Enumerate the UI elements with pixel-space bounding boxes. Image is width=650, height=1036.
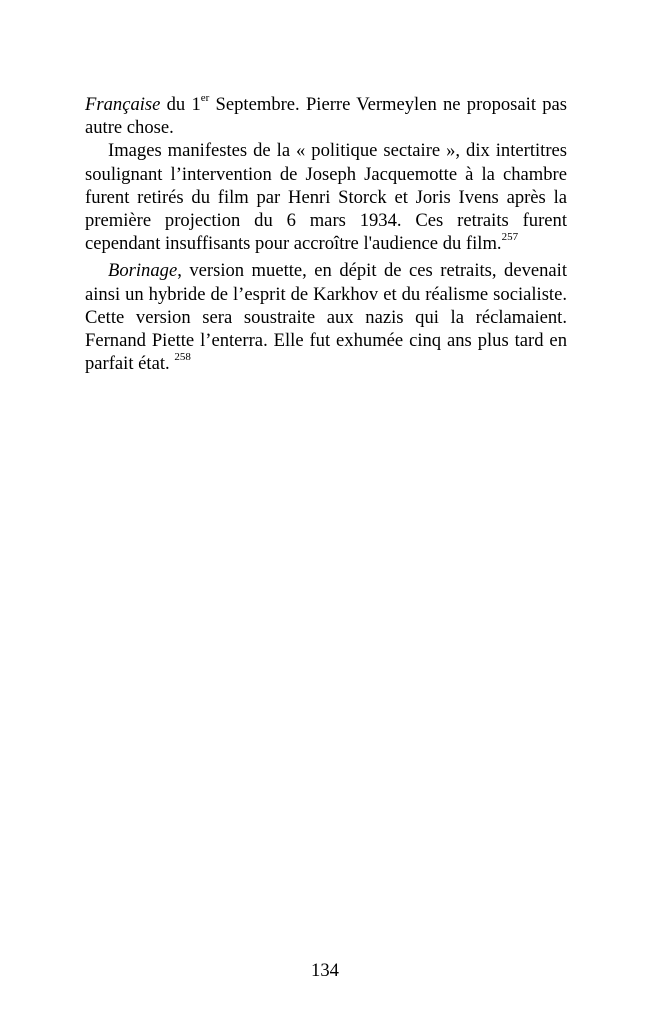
footnote-reference-258: 258 bbox=[174, 351, 191, 364]
paragraph-2 bbox=[85, 139, 567, 255]
paragraph-3 bbox=[85, 259, 567, 375]
text-segment: du 1 bbox=[160, 94, 201, 115]
text-segment: , version muette, en dépit de ces retraits, devenait ainsi un hybride de l’esprit de Karkhov et du réalisme socialiste. Cette version sera soustraite aux nazis qui la réclamaient. Fernand Piette l’enterra. Elle fut exhumée cinq ans plus tard en parfait état. bbox=[85, 260, 567, 375]
italic-text: Française bbox=[85, 94, 161, 115]
text-segment: Septembre. Pierre Vermeylen ne proposait pas autre chose. bbox=[85, 94, 568, 139]
text-segment: Images manifestes de la « politique sectaire », dix intertitres soulignant l’intervention de Joseph Jacquemotte à la chambre furent retirés du film par Henri Storck et Joris Ivens après la première projection du 6 mars 1934. Ces retraits furent cependant insuffisants pour accroître l'audience du film. bbox=[85, 140, 567, 255]
italic-text: Borinage bbox=[108, 260, 178, 282]
footnote-reference-257: 257 bbox=[501, 231, 519, 244]
superscript: er bbox=[200, 91, 210, 104]
page-body bbox=[85, 93, 567, 375]
page-number: 134 bbox=[311, 960, 339, 981]
paragraph-1 bbox=[85, 93, 567, 139]
